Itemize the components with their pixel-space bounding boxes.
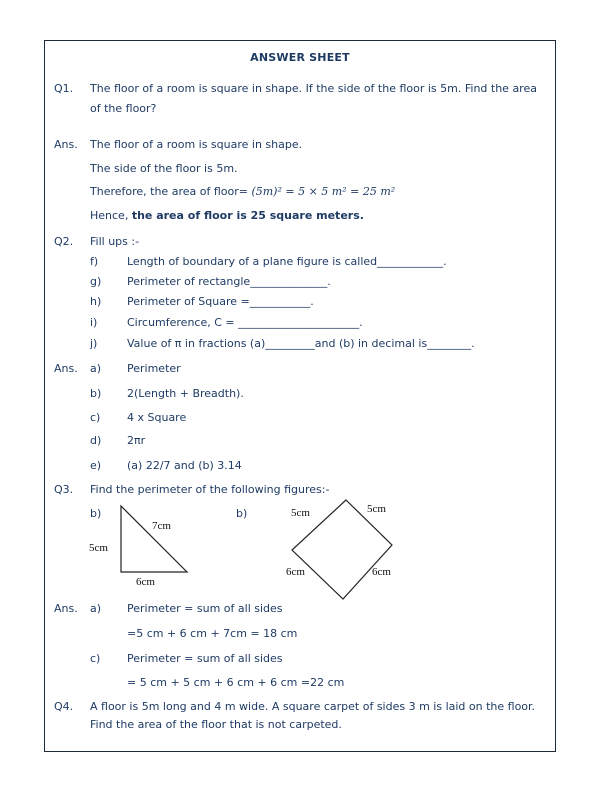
- a1-line-3: [90, 185, 395, 199]
- a1-line-4: [90, 209, 364, 223]
- a2-item-label: e): [90, 459, 102, 472]
- q2-item-text: Perimeter of rectangle______________.: [127, 275, 331, 288]
- a2-item-text: 2(Length + Breadth).: [127, 387, 244, 400]
- fig2-label: b): [236, 507, 248, 520]
- q2-heading: Fill ups :-: [90, 235, 140, 248]
- a2-item-label: b): [90, 387, 102, 400]
- a1-line-3-prefix: Therefore, the area of floor=: [90, 185, 252, 198]
- triangle-left-side-label: 5cm: [89, 542, 108, 554]
- a3-a-line-1: Perimeter = sum of all sides: [127, 602, 283, 615]
- q3-number: Q3.: [54, 483, 74, 496]
- a3-a-line-2: =5 cm + 6 cm + 7cm = 18 cm: [127, 627, 298, 640]
- q3-text: Find the perimeter of the following figures:-: [90, 483, 330, 496]
- a1-line-4-prefix: Hence,: [90, 209, 132, 222]
- fig1-label: b): [90, 507, 102, 520]
- q2-item-label: i): [90, 316, 98, 329]
- q2-item-text: Value of π in fractions (a)_________and (b) in decimal is________.: [127, 337, 475, 350]
- a2-item-label: c): [90, 411, 101, 424]
- a2-item-text: Perimeter: [127, 362, 181, 375]
- kite-top-left-label: 5cm: [291, 507, 310, 519]
- q1-number: Q1.: [54, 82, 74, 95]
- a1-conclusion: the area of floor is 25 square meters.: [131, 209, 364, 222]
- a3-c-line-2: = 5 cm + 5 cm + 6 cm + 6 cm =22 cm: [127, 676, 345, 689]
- kite-top-right-label: 5cm: [367, 503, 386, 515]
- a2-item-text: 2πr: [127, 434, 146, 447]
- kite-bottom-left-label: 6cm: [286, 566, 305, 578]
- a2-number: Ans.: [54, 362, 78, 375]
- right-triangle-figure: [115, 502, 195, 577]
- a2-item-text: 4 x Square: [127, 411, 187, 424]
- a3-a-label: a): [90, 602, 102, 615]
- q4-number: Q4.: [54, 700, 74, 713]
- a1-line-2: The side of the floor is 5m.: [90, 162, 238, 175]
- q2-item-text: Length of boundary of a plane figure is called____________.: [127, 255, 447, 268]
- q2-item-text: Circumference, C = ______________________.: [127, 316, 363, 329]
- page-title: ANSWER SHEET: [250, 51, 350, 64]
- area-formula: (5m)² = 5 × 5 m² = 25 m²: [251, 185, 396, 198]
- triangle-hypotenuse-label: 7cm: [152, 520, 171, 532]
- q2-item-label: h): [90, 295, 102, 308]
- kite-bottom-right-label: 6cm: [372, 566, 391, 578]
- q2-item-label: j): [90, 337, 98, 350]
- q4-text: A floor is 5m long and 4 m wide. A square carpet of sides 3 m is laid on the floor. Find the area of the floor that is not carpeted.: [90, 700, 536, 731]
- a3-number: Ans.: [54, 602, 78, 615]
- a3-c-line-1: Perimeter = sum of all sides: [127, 652, 283, 665]
- q1-text: The floor of a room is square in shape. If the side of the floor is 5m. Find the area of the floor?: [90, 82, 537, 115]
- a1-line-1: The floor of a room is square in shape.: [90, 138, 303, 151]
- a3-c-label: c): [90, 652, 101, 665]
- a2-item-label: a): [90, 362, 102, 375]
- q2-item-text: Perimeter of Square =___________.: [127, 295, 314, 308]
- a2-item-label: d): [90, 434, 102, 447]
- q2-item-label: g): [90, 275, 102, 288]
- triangle-base-label: 6cm: [136, 576, 155, 588]
- a1-number: Ans.: [54, 138, 78, 151]
- q2-item-label: f): [90, 255, 99, 268]
- q2-number: Q2.: [54, 235, 74, 248]
- a2-item-text: (a) 22/7 and (b) 3.14: [127, 459, 242, 472]
